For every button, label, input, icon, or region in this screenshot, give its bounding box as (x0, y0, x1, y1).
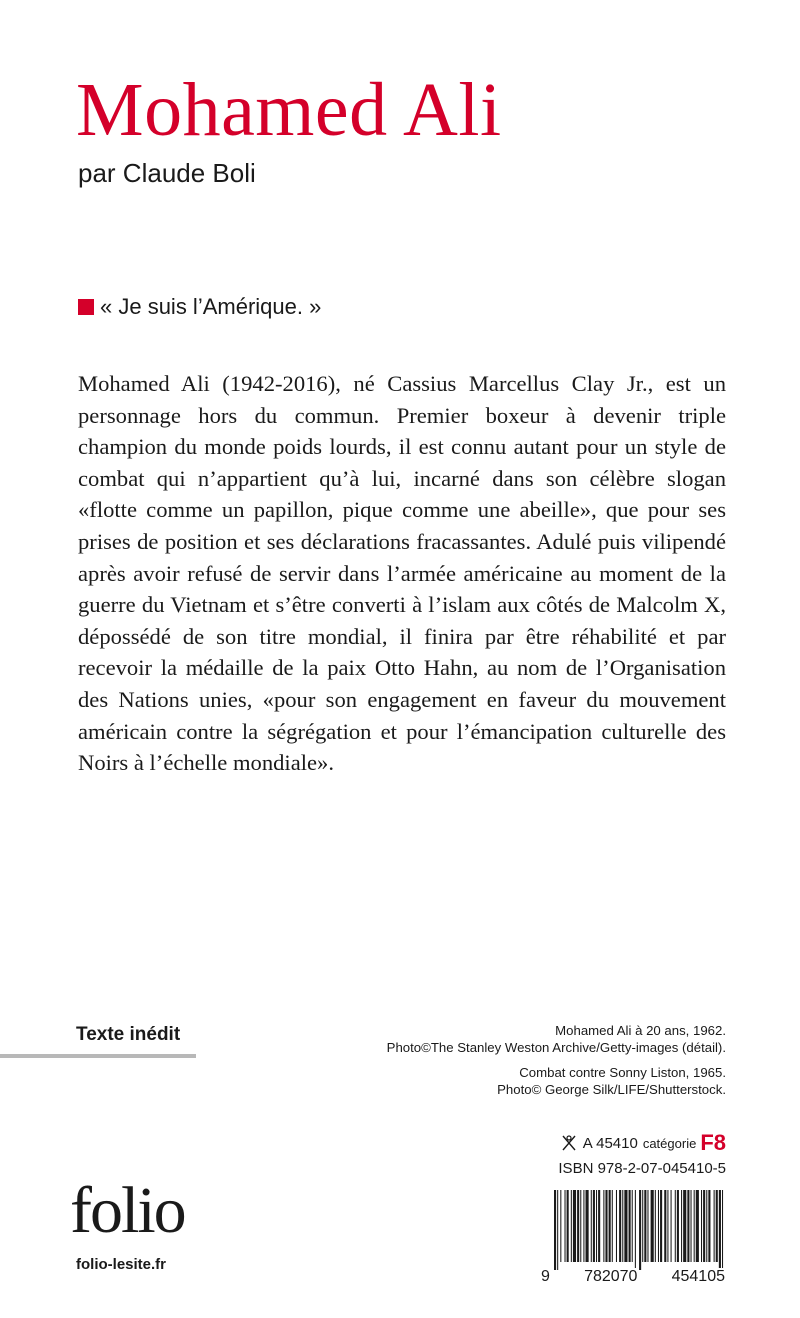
barcode-bar (571, 1190, 572, 1262)
barcode-bar (651, 1190, 654, 1262)
barcode-bar (701, 1190, 702, 1262)
photo2-credit: Photo© George Silk/LIFE/Shutterstock. (497, 1082, 726, 1097)
category-code: F8 (700, 1130, 726, 1155)
barcode-bar (681, 1190, 682, 1262)
publisher-site: folio-lesite.fr (76, 1256, 167, 1273)
photo1-caption: Mohamed Ali à 20 ans, 1962. (555, 1023, 726, 1038)
barcode-bar (691, 1190, 692, 1262)
barcode-bar (596, 1190, 597, 1262)
barcode-bar (557, 1190, 558, 1270)
red-square-marker-icon (78, 299, 94, 315)
barcode-bar (647, 1190, 648, 1262)
gallimard-sigil-icon (559, 1134, 579, 1152)
barcode-bar (635, 1190, 636, 1270)
barcode-bar (622, 1190, 623, 1262)
barcode-bar (583, 1190, 584, 1262)
isbn: ISBN 978-2-07-045410-5 (558, 1160, 726, 1177)
edition-note: Texte inédit (76, 1024, 181, 1045)
barcode-bar (639, 1190, 641, 1270)
barcode-digits (540, 1268, 726, 1286)
barcode-bar (554, 1190, 556, 1270)
blurb-paragraph: Mohamed Ali (1942-2016), né Cassius Marcellus Clay Jr., est un personnage hors du commun. Premier boxeur à devenir triple champion du monde poids lourds, il est connu autant pour un style de combat qui n’appartient qu’à lui, incarné dans son célèbre slogan «flotte comme un papillon, pique comme une abeille», que pour ses prises de position et ses déclarations fracassantes. Adulé puis vilipendé après avoir refusé de servir dans l’armée américaine au moment de la guerre du Vietnam et s’être converti à l’islam aux côtés de Malcolm X, dépossédé de son titre mondial, il finira par être réhabilité et par recevoir la médaille de la paix Otto Hahn, au nom de l’Organisation des Nations unies, «pour son engagement en faveur du mouvement américain contre la ségrégation et pour l’émancipation culturelle des Noirs à l’échelle mondiale». (78, 371, 726, 776)
barcode-bar (675, 1190, 676, 1262)
barcode-bar (696, 1190, 699, 1262)
barcode-bar (609, 1190, 611, 1262)
barcode-bar (719, 1190, 721, 1270)
tagline (78, 292, 321, 322)
barcode-bar (580, 1190, 581, 1262)
category-label: catégorie (642, 1135, 697, 1151)
barcode-bar (598, 1190, 600, 1262)
barcode-bar (708, 1190, 710, 1262)
barcode-bar (677, 1190, 679, 1262)
edition-note-rule (0, 1054, 196, 1058)
barcode-bar (706, 1190, 707, 1262)
barcode-bar (605, 1190, 607, 1262)
barcode-bar (671, 1190, 672, 1262)
barcode-bar (565, 1190, 566, 1262)
book-author: par Claude Boli (78, 158, 256, 188)
barcode-bar (616, 1190, 617, 1262)
barcode-bar (619, 1190, 621, 1262)
barcode-digit-group-2: 454105 (671, 1268, 725, 1285)
barcode-bar (642, 1190, 643, 1262)
barcode-bar (612, 1190, 613, 1262)
barcode-bar (687, 1190, 689, 1262)
barcode-bar (573, 1190, 576, 1262)
tagline-text: « Je suis l’Amérique. » (100, 294, 322, 319)
barcode-bar (667, 1190, 668, 1262)
barcode-bar (660, 1190, 662, 1262)
catalog-line (559, 1130, 726, 1156)
barcode-bar (577, 1190, 579, 1262)
folio-logo: folio (70, 1174, 185, 1247)
barcode-bar (714, 1190, 715, 1262)
barcode-digit-prefix: 9 (541, 1268, 550, 1285)
barcode-bar (560, 1190, 561, 1262)
barcode-bar (632, 1190, 633, 1262)
barcode-bar (683, 1190, 686, 1262)
photo-credits (306, 1022, 726, 1106)
barcode-bar (655, 1190, 656, 1262)
barcode-bar (694, 1190, 695, 1262)
barcode-bar (722, 1190, 723, 1270)
barcode-bar (591, 1190, 592, 1262)
barcode-digit-group-1: 782070 (584, 1268, 638, 1285)
barcode-bar (716, 1190, 718, 1262)
catalog-code: A 45410 (582, 1134, 638, 1152)
barcode-bar (644, 1190, 646, 1262)
barcode-bar (624, 1190, 627, 1262)
barcode-bar (567, 1190, 569, 1262)
barcode-bar (603, 1190, 604, 1262)
barcode-bar (664, 1190, 666, 1262)
photo2-caption: Combat contre Sonny Liston, 1965. (519, 1065, 726, 1080)
photo1-credit: Photo©The Stanley Weston Archive/Getty-images (détail). (386, 1040, 726, 1055)
book-title: Mohamed Ali (76, 68, 502, 152)
barcode-bar (593, 1190, 595, 1262)
barcode-bar (586, 1190, 589, 1262)
barcode-bar (658, 1190, 659, 1262)
barcode-bar (629, 1190, 631, 1262)
barcode-bar (703, 1190, 705, 1262)
